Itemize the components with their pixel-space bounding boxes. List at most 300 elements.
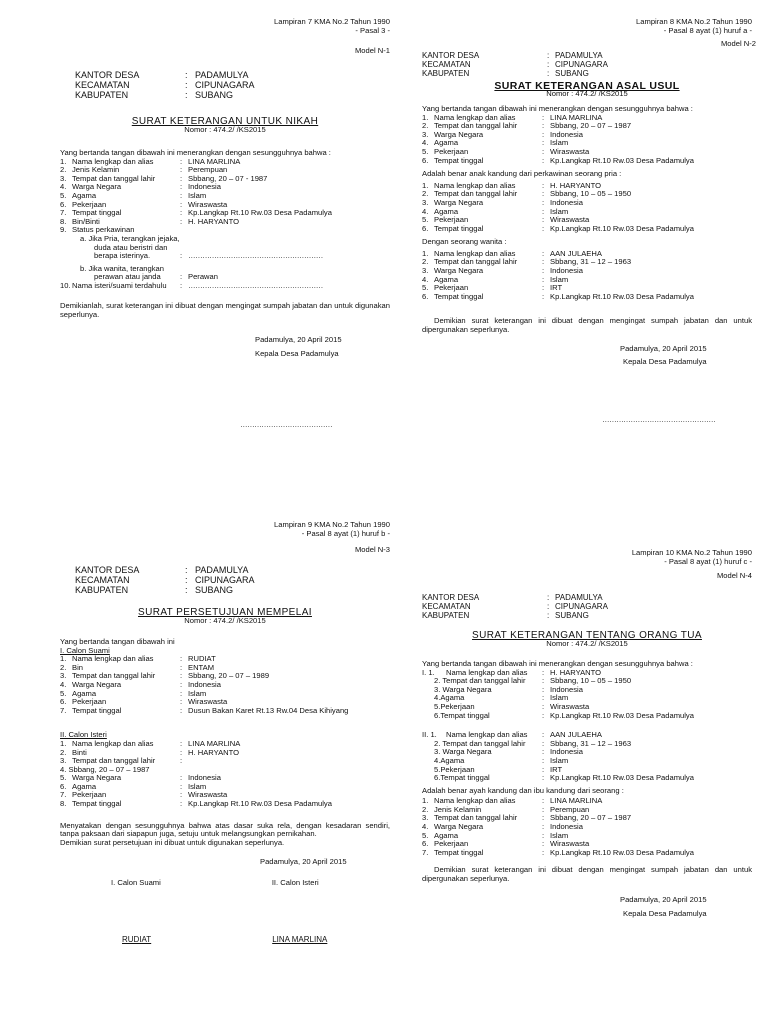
colon: : — [180, 216, 183, 226]
field-number: 7. — [60, 790, 67, 800]
colon: : — [180, 208, 183, 218]
field-value: Wiraswasta — [188, 199, 228, 209]
field-value: Perawan — [188, 272, 218, 282]
model-label: Model N-2 — [720, 39, 756, 49]
field-row — [422, 157, 752, 166]
field-label: Pekerjaan — [434, 215, 469, 225]
section-text: Dengan seorang wanita : — [422, 237, 507, 247]
field-label: Pekerjaan — [72, 790, 107, 800]
field-label: Tempat dan tanggal lahir — [434, 813, 518, 823]
colon: : — [542, 197, 545, 207]
office-key: KANTOR DESA — [422, 50, 480, 60]
field-number: 5. — [434, 701, 441, 711]
office-key: KABUPATEN — [75, 89, 129, 100]
colon: : — [547, 610, 550, 620]
field-label-text: Tempat dan tanggal lahir — [442, 738, 526, 748]
field-value: Perempuan — [550, 804, 590, 814]
colon: : — [180, 662, 183, 672]
office-value: PADAMULYA — [555, 50, 603, 60]
field-label: Agama — [72, 190, 97, 200]
field-number: 10. — [60, 280, 71, 290]
field-number: 2. — [422, 189, 429, 199]
field-row — [422, 199, 752, 208]
lampiran-header — [422, 18, 752, 35]
field-number: 7. — [60, 705, 67, 715]
office-info — [75, 70, 390, 100]
field-value: Wiraswasta — [188, 790, 228, 800]
field-number: I. 1. — [422, 667, 435, 677]
field-label: Pekerjaan — [434, 146, 469, 156]
field-label-text: Agama — [440, 693, 465, 703]
colon: : — [180, 182, 183, 192]
field-number: 4. — [434, 693, 441, 703]
office-info — [75, 565, 390, 595]
field-number: 3. — [60, 756, 67, 766]
field-label: Warga Negara — [434, 197, 484, 207]
field-value: Sbbang, 31 – 12 – 1963 — [550, 257, 632, 267]
intro-text: Yang bertanda tangan dibawah ini menerangkan dengan sesungguhnya bahwa : — [422, 103, 693, 113]
model-label: Model N-1 — [354, 46, 390, 56]
field-number: 7. — [422, 847, 429, 857]
field-value: Islam — [550, 206, 569, 216]
colon: : — [180, 190, 183, 200]
document-number: Nomor : 474.2/ /KS2015 — [184, 125, 266, 135]
field-label: Jenis Kelamin — [72, 165, 120, 175]
field-value: AAN JULAEHA — [550, 248, 602, 258]
lampiran-pasal: - Pasal 8 ayat (1) huruf c - — [664, 556, 752, 566]
document-model-n4 — [422, 549, 752, 919]
colon: : — [542, 180, 545, 190]
status-label: b. Jika wanita, terangkan — [80, 263, 165, 273]
colon: : — [542, 747, 545, 757]
colon: : — [542, 155, 545, 165]
colon: : — [542, 667, 545, 677]
field-value: H. HARYANTO — [188, 747, 240, 757]
colon: : — [547, 59, 550, 69]
groom-name-signature: RUDIAT — [122, 934, 152, 944]
field-list-father — [422, 669, 752, 721]
field-number: 5. — [434, 764, 441, 774]
field-number: 4. — [422, 822, 429, 832]
field-value: Sbbang, 20 – 07 – 1987 — [550, 121, 632, 131]
field-list — [60, 158, 390, 291]
field-row — [422, 131, 752, 140]
field-number: 2. — [60, 747, 67, 757]
colon: : — [542, 676, 545, 686]
field-list-groom — [60, 655, 390, 715]
field-number: 3. — [60, 173, 67, 183]
field-value: ………………………………………………… — [188, 251, 323, 261]
colon: : — [180, 705, 183, 715]
colon: : — [180, 654, 183, 664]
field-list-bride — [60, 740, 390, 809]
field-row — [422, 712, 752, 721]
place-date: Padamulya, 20 April 2015 — [255, 334, 342, 344]
colon: : — [542, 773, 545, 783]
lampiran-title: Lampiran 7 KMA No.2 Tahun 1990 — [274, 17, 390, 26]
field-number: 2. — [60, 165, 67, 175]
colon: : — [542, 804, 545, 814]
document-model-n1 — [60, 18, 390, 429]
field-value — [188, 757, 390, 766]
field-row — [60, 183, 390, 192]
field-label: Tempat dan tanggal lahir — [72, 173, 156, 183]
colon: : — [542, 215, 545, 225]
colon: : — [542, 257, 545, 267]
field-value: LINA MARLINA — [550, 796, 603, 806]
field-label: Nama lengkap dan alias — [434, 112, 516, 122]
colon: : — [180, 697, 183, 707]
field-label-text: Tempat tinggal — [440, 710, 490, 720]
field-number: 2. — [422, 257, 429, 267]
field-number: 3. — [422, 266, 429, 276]
field-number: 5. — [422, 283, 429, 293]
field-value: Kp.Langkap Rt.10 Rw.03 Desa Padamulya — [550, 291, 694, 301]
field-number: 3. — [422, 129, 429, 139]
field-label: Tempat tinggal — [434, 223, 484, 233]
field-label: Tempat tinggal — [434, 155, 484, 165]
field-row — [422, 774, 752, 783]
field-label-text: Warga Negara — [442, 747, 492, 757]
field-list-father — [422, 182, 752, 234]
field-value: Sbbang, 10 – 05 – 1950 — [550, 676, 632, 686]
field-number: 2. — [60, 662, 67, 672]
field-list-mother — [422, 250, 752, 302]
field-value: Kp.Langkap Rt.10 Rw.03 Desa Padamulya — [550, 773, 694, 783]
field-label: Warga Negara — [434, 822, 484, 832]
field-value: Sbbang, 31 – 12 – 1963 — [550, 738, 632, 748]
closing-text: Demikian surat keterangan ini dibuat dengan mengingat sumpah jabatan dan untuk dipergunakan seperlunya. — [422, 865, 752, 884]
field-label: Pekerjaan — [434, 839, 469, 849]
field-row-date: 4. Sbbang, 20 – 07 – 1987 — [60, 764, 150, 774]
colon: : — [180, 747, 183, 757]
lampiran-title: Lampiran 10 KMA No.2 Tahun 1990 — [631, 548, 752, 557]
field-label: Tempat tinggal — [434, 847, 484, 857]
field-number: 9. — [60, 225, 67, 235]
colon: : — [185, 79, 188, 90]
status-label: berapa isterinya. — [94, 251, 151, 261]
field-number: 8. — [60, 216, 67, 226]
colon: : — [180, 671, 183, 681]
signature-labels — [60, 879, 390, 888]
field-number: 4. — [422, 274, 429, 284]
colon: : — [180, 272, 183, 282]
field-number: 3. — [434, 684, 441, 694]
colon: : — [180, 173, 183, 183]
field-label: Pekerjaan — [72, 697, 107, 707]
document-title: SURAT KETERANGAN ASAL USUL — [494, 79, 680, 92]
colon: : — [180, 738, 183, 748]
colon: : — [542, 693, 545, 703]
closing-text: Demikianlah, surat keterangan ini dibuat dengan mengingat sumpah jabatan dan untuk digunakan seperlunya. — [60, 301, 390, 320]
colon: : — [180, 280, 183, 290]
field-value: LINA MARLINA — [188, 156, 241, 166]
field-label: Warga Negara — [72, 182, 122, 192]
field-label: Agama — [434, 206, 459, 216]
colon: : — [180, 156, 183, 166]
colon: : — [542, 129, 545, 139]
field-value: Indonesia — [550, 197, 583, 207]
field-label: Pekerjaan — [72, 199, 107, 209]
field-row — [422, 823, 752, 832]
colon: : — [542, 223, 545, 233]
colon: : — [542, 701, 545, 711]
colon: : — [180, 799, 183, 809]
colon: : — [185, 584, 188, 595]
field-number: 1. — [422, 248, 429, 258]
section-heading-groom: I. Calon Suami — [60, 645, 110, 655]
field-value — [188, 226, 390, 235]
colon: : — [542, 830, 545, 840]
colon: : — [542, 755, 545, 765]
field-label: Warga Negara — [72, 679, 122, 689]
field-row — [422, 748, 752, 757]
field-number: 1. — [422, 796, 429, 806]
document-model-n2 — [422, 17, 756, 424]
closing-text: Demikian surat keterangan ini dibuat dengan mengingat sumpah jabatan dan untuk dipergunakan seperlunya. — [422, 316, 752, 335]
intro-text: Yang bertanda tangan dibawah ini menerangkan dengan sesungguhnya bahwa : — [60, 147, 331, 157]
field-label: Tempat tinggal — [434, 291, 484, 301]
field-number: 2. — [422, 121, 429, 131]
colon: : — [542, 710, 545, 720]
colon: : — [180, 773, 183, 783]
colon: : — [542, 291, 545, 301]
field-value: H. HARYANTO — [550, 667, 602, 677]
bride-name-signature: LINA MARLINA — [272, 934, 328, 944]
field-label: Agama — [72, 688, 97, 698]
field-label: Jenis Kelamin — [434, 804, 482, 814]
document-title: SURAT KETERANGAN UNTUK NIKAH — [131, 115, 319, 127]
colon: : — [542, 189, 545, 199]
field-label: Status perkawinan — [72, 225, 135, 235]
field-number: 2. — [434, 738, 441, 748]
field-value: Islam — [550, 138, 569, 148]
field-value: Indonesia — [188, 773, 221, 783]
field-label: Tempat dan tanggal lahir — [434, 257, 518, 267]
field-label: Tempat dan tanggal lahir — [72, 671, 156, 681]
field-number: 6. — [422, 155, 429, 165]
field-row — [60, 681, 390, 690]
field-number: 6. — [434, 773, 441, 783]
section-text: Adalah benar ayah kandung dan ibu kandung dari seorang : — [422, 785, 624, 795]
field-number: 3. — [60, 671, 67, 681]
colon: : — [547, 68, 550, 78]
document-number: Nomor : 474.2/ /KS2015 — [546, 639, 628, 649]
colon: : — [542, 248, 545, 258]
field-label-text: Tempat tinggal — [440, 773, 490, 783]
field-value: Kp.Langkap Rt.10 Rw.03 Desa Padamulya — [550, 223, 694, 233]
colon: : — [542, 274, 545, 284]
field-number: 5. — [60, 190, 67, 200]
field-number: 4. — [60, 182, 67, 192]
colon: : — [542, 796, 545, 806]
field-label: Tempat dan tanggal lahir — [434, 189, 518, 199]
field-value: Islam — [550, 830, 569, 840]
field-number: 1. — [422, 180, 429, 190]
field-value: Indonesia — [550, 266, 583, 276]
field-value: Wiraswasta — [550, 839, 590, 849]
lampiran-header — [60, 18, 390, 35]
model-label: Model N-4 — [716, 571, 752, 581]
field-value: AAN JULAEHA — [550, 730, 602, 740]
status-label: a. Jika Pria, terangkan jejaka, — [80, 233, 180, 243]
field-number: 3. — [434, 747, 441, 757]
office-value: CIPUNAGARA — [195, 574, 255, 585]
field-label: Agama — [434, 138, 459, 148]
field-number: 5. — [422, 830, 429, 840]
signer-title: Kepala Desa Padamulya — [623, 909, 707, 919]
office-value: CIPUNAGARA — [555, 601, 608, 611]
field-label: Tempat tinggal — [72, 705, 122, 715]
colon: : — [547, 50, 550, 60]
field-label-text: Pekerjaan — [440, 701, 475, 711]
field-number: 4. — [434, 755, 441, 765]
field-label: Agama — [434, 274, 459, 284]
field-label-text: Warga Negara — [442, 684, 492, 694]
field-value: Islam — [188, 781, 207, 791]
field-value: Indonesia — [550, 684, 583, 694]
field-row — [60, 774, 390, 783]
signature-line: ………………………………………… — [602, 414, 716, 424]
field-row — [60, 707, 390, 716]
field-label: Tempat tinggal — [72, 799, 122, 809]
field-label: Nama lengkap dan alias — [434, 796, 516, 806]
office-info — [422, 593, 752, 620]
field-value: Islam — [550, 274, 569, 284]
field-number: 3. — [422, 813, 429, 823]
field-value: H. HARYANTO — [550, 180, 602, 190]
office-key: KABUPATEN — [75, 584, 129, 595]
field-value: Indonesia — [188, 679, 221, 689]
document-title: SURAT PERSETUJUAN MEMPELAI — [138, 606, 312, 618]
signature-block — [620, 896, 752, 919]
colon: : — [185, 89, 188, 100]
field-label: Pekerjaan — [434, 283, 469, 293]
colon: : — [542, 839, 545, 849]
field-value: Islam — [188, 688, 207, 698]
field-number: 6. — [60, 199, 67, 209]
field-number: 6. — [422, 839, 429, 849]
field-value: Indonesia — [188, 182, 221, 192]
field-value: Islam — [188, 190, 207, 200]
status-option-a — [60, 252, 390, 261]
section-heading-bride: II. Calon Isteri — [60, 730, 107, 740]
colon: : — [542, 847, 545, 857]
office-value: CIPUNAGARA — [195, 79, 255, 90]
colon: : — [542, 138, 545, 148]
office-value: PADAMULYA — [555, 592, 603, 602]
field-label: Bin — [72, 662, 83, 672]
place-date: Padamulya, 20 April 2015 — [260, 857, 347, 867]
colon: : — [542, 121, 545, 131]
signature-block — [602, 343, 752, 425]
field-list-child — [422, 797, 752, 857]
field-value: Wiraswasta — [550, 146, 590, 156]
field-value: Kp.Langkap Rt.10 Rw.03 Desa Padamulya — [550, 710, 694, 720]
colon: : — [542, 283, 545, 293]
office-value: PADAMULYA — [195, 69, 249, 80]
field-number: 4. — [422, 206, 429, 216]
field-value: H. HARYANTO — [188, 216, 240, 226]
office-key: KABUPATEN — [422, 610, 470, 620]
field-list-mother — [422, 731, 752, 783]
field-number: 6. — [60, 697, 67, 707]
field-value: Islam — [550, 693, 569, 703]
office-value: SUBANG — [195, 584, 234, 595]
field-label — [434, 712, 542, 721]
office-key: KABUPATEN — [422, 68, 470, 78]
document-number: Nomor : 474.2/ /KS2015 — [546, 89, 628, 99]
colon: : — [542, 764, 545, 774]
field-number: 7. — [60, 208, 67, 218]
colon: : — [185, 564, 188, 575]
office-value: CIPUNAGARA — [555, 59, 608, 69]
bride-sign-label: II. Calon Isteri — [271, 878, 319, 888]
lampiran-title: Lampiran 8 KMA No.2 Tahun 1990 — [636, 17, 752, 26]
field-number: 5. — [60, 688, 67, 698]
field-number: 1. — [422, 112, 429, 122]
field-label: Binti — [72, 747, 87, 757]
field-value: Indonesia — [550, 129, 583, 139]
office-key: KECAMATAN — [75, 574, 130, 585]
colon: : — [185, 574, 188, 585]
field-number: 1. — [60, 654, 67, 664]
field-label — [434, 774, 542, 783]
place-date: Padamulya, 20 April 2015 — [620, 894, 707, 904]
field-number: 1. — [60, 738, 67, 748]
office-key: KECAMATAN — [422, 601, 471, 611]
office-value: SUBANG — [195, 89, 234, 100]
colon: : — [180, 781, 183, 791]
section-text: Adalah benar anak kandung dari perkawinan seorang pria : — [422, 169, 622, 179]
lampiran-header — [60, 521, 390, 538]
office-value: SUBANG — [555, 68, 589, 78]
colon: : — [185, 69, 188, 80]
field-number: II. 1. — [422, 730, 437, 740]
lampiran-title: Lampiran 9 KMA No.2 Tahun 1990 — [274, 520, 390, 529]
field-number: 4. — [60, 679, 67, 689]
field-row — [422, 225, 752, 234]
field-number: 6. — [60, 781, 67, 791]
colon: : — [542, 146, 545, 156]
field-label: Nama isteri/suami terdahulu — [72, 280, 167, 290]
signer-title: Kepala Desa Padamulya — [623, 357, 707, 367]
field-label: Warga Negara — [434, 129, 484, 139]
field-value: Sbbang, 20 – 07 – 1989 — [188, 671, 270, 681]
field-number: 5. — [422, 215, 429, 225]
field-value: Sbbang, 10 – 05 – 1950 — [550, 189, 632, 199]
field-label: Warga Negara — [434, 266, 484, 276]
field-value: RUDIAT — [188, 654, 216, 664]
field-number: 2. — [434, 676, 441, 686]
field-label: Nama lengkap dan alias — [446, 730, 528, 740]
field-value: LINA MARLINA — [550, 112, 603, 122]
field-label: Bin/Binti — [72, 216, 100, 226]
colon: : — [542, 112, 545, 122]
status-label: perawan atau janda — [94, 272, 161, 282]
colon: : — [180, 251, 183, 261]
field-label: Nama lengkap dan alias — [72, 654, 154, 664]
intro-text: Yang bertanda tangan dibawah ini menerangkan dengan sesungguhnya bahwa : — [422, 658, 693, 668]
field-value: Wiraswasta — [550, 215, 590, 225]
closing-text: Menyatakan dengan sesungguhnya bahwa atas dasar suka rela, dengan kesadaran sendiri, tanpa paksaan dari siapapun juga, setuju untuk melangsungkan pernikahan. — [60, 820, 390, 839]
field-value: ENTAM — [188, 662, 215, 672]
field-row — [60, 655, 390, 664]
field-label: Tempat dan tanggal lahir — [72, 756, 156, 766]
lampiran-pasal: - Pasal 8 ayat (1) huruf a - — [663, 25, 752, 35]
colon: : — [542, 822, 545, 832]
field-value: Wiraswasta — [550, 701, 590, 711]
